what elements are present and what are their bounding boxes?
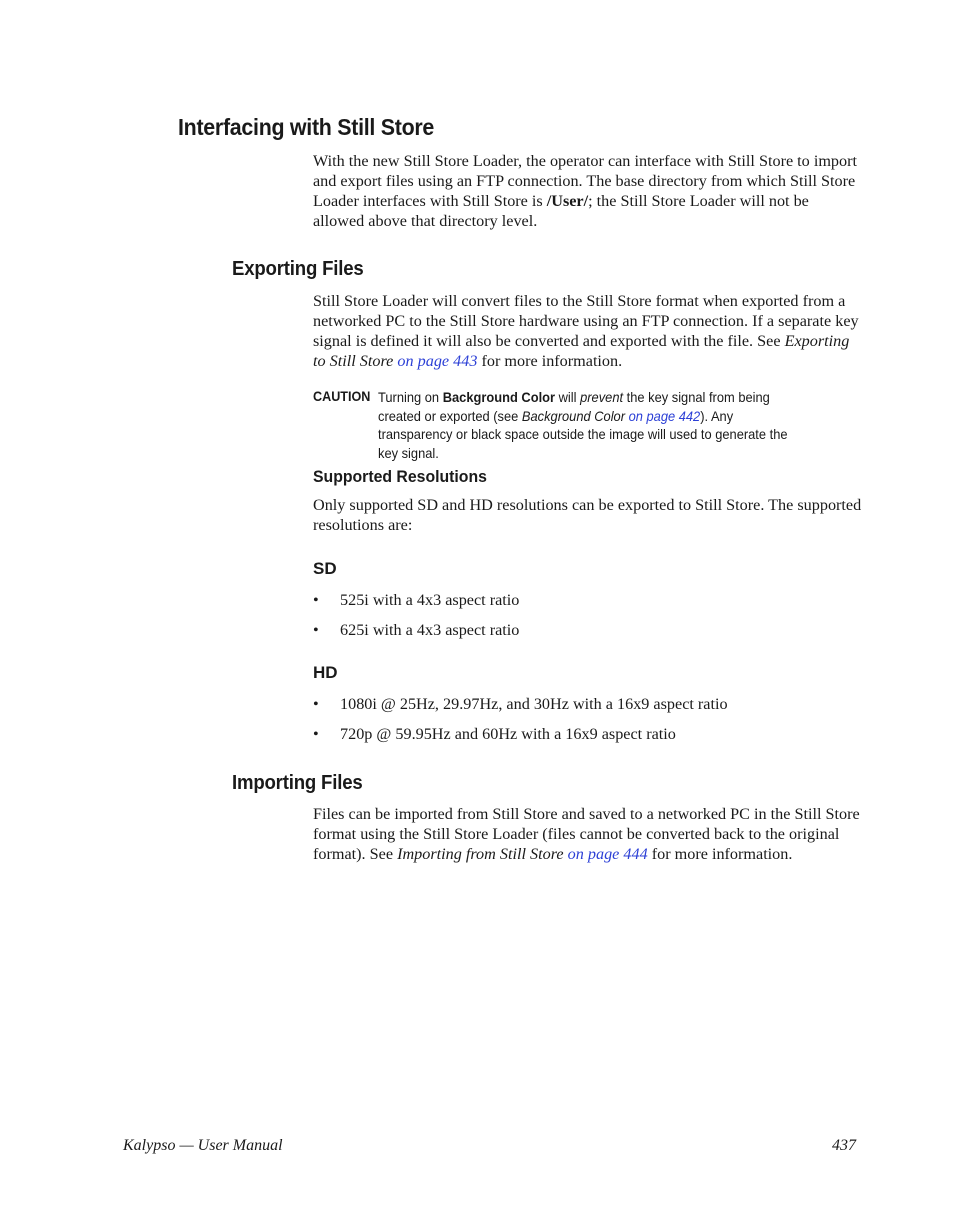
text-run: for more information. xyxy=(647,845,793,863)
list-item xyxy=(313,724,863,754)
text-run: the key signal from being created or exported (see xyxy=(378,389,770,424)
caution-label: CAUTION xyxy=(313,388,371,404)
bullet: • xyxy=(313,695,319,713)
footer-manual-title: Kalypso — User Manual xyxy=(123,1137,283,1154)
sd-heading: SD xyxy=(313,559,337,578)
text-run: Still Store Loader will convert files to the Still Store format when exported from a networked PC to the Still Store hardware using an FTP connection. If a separate key signal is defined it will also be converted and exported with the file. See xyxy=(313,292,859,350)
footer-page-number: 437 xyxy=(832,1137,856,1154)
list-item xyxy=(313,694,863,724)
page-442-link[interactable]: on page 442 xyxy=(625,407,701,424)
bullet: • xyxy=(313,591,319,609)
list-item-text: 720p @ 59.95Hz and 60Hz with a 16x9 aspect ratio xyxy=(340,724,676,743)
text-run: Turning on xyxy=(378,389,443,405)
sd-list xyxy=(313,590,863,649)
text-run: will xyxy=(555,389,581,405)
text-run: Only supported SD and HD resolutions can be exported to Still Store. The supported resolutions are: xyxy=(313,496,862,534)
user-path: /User/ xyxy=(546,192,589,210)
text-run: With the new Still Store Loader, the operator can interface with Still Store to import and export files using an FTP connection. The base directory from which Still Store Loader interfaces with Still Store is xyxy=(313,152,857,210)
page-443-link[interactable]: on page 443 xyxy=(393,352,478,370)
exporting-heading: Exporting Files xyxy=(232,258,364,280)
text-run: Files can be imported from Still Store and saved to a networked PC in the Still Store format using the Still Store Loader (files cannot be converted back to the original format). See xyxy=(313,805,860,863)
xref-title: Background Color xyxy=(521,407,626,424)
list-item xyxy=(313,590,863,620)
list-item-text: 525i with a 4x3 aspect ratio xyxy=(340,591,520,609)
bullet: • xyxy=(313,724,319,743)
xref-title: Importing from Still Store xyxy=(397,845,564,863)
background-color-term: Background Color xyxy=(442,389,556,405)
xref-title: Exporting to Still Store xyxy=(313,332,850,370)
caution-text xyxy=(378,388,810,462)
supported-resolutions-heading: Supported Resolutions xyxy=(313,467,487,486)
interfacing-paragraph xyxy=(313,151,863,231)
hd-list xyxy=(313,694,863,753)
page-title: Interfacing with Still Store xyxy=(178,114,435,140)
list-item-text: 625i with a 4x3 aspect ratio xyxy=(340,620,520,639)
page-444-link[interactable]: on page 444 xyxy=(563,845,648,863)
importing-heading: Importing Files xyxy=(232,772,363,794)
list-item-text: 1080i @ 25Hz, 29.97Hz, and 30Hz with a 16x9 aspect ratio xyxy=(340,695,728,713)
importing-paragraph xyxy=(313,804,863,864)
exporting-paragraph xyxy=(313,291,863,371)
text-run: for more information. xyxy=(477,352,623,370)
text-run: ). Any transparency or black space outside the image will used to generate the key signal. xyxy=(378,407,788,461)
supported-paragraph xyxy=(313,495,863,535)
text-run: ; the Still Store Loader will not be allowed above that directory level. xyxy=(313,192,809,230)
bullet: • xyxy=(313,620,319,639)
list-item xyxy=(313,620,863,650)
emphasis: prevent xyxy=(580,389,624,405)
hd-heading: HD xyxy=(313,663,338,682)
